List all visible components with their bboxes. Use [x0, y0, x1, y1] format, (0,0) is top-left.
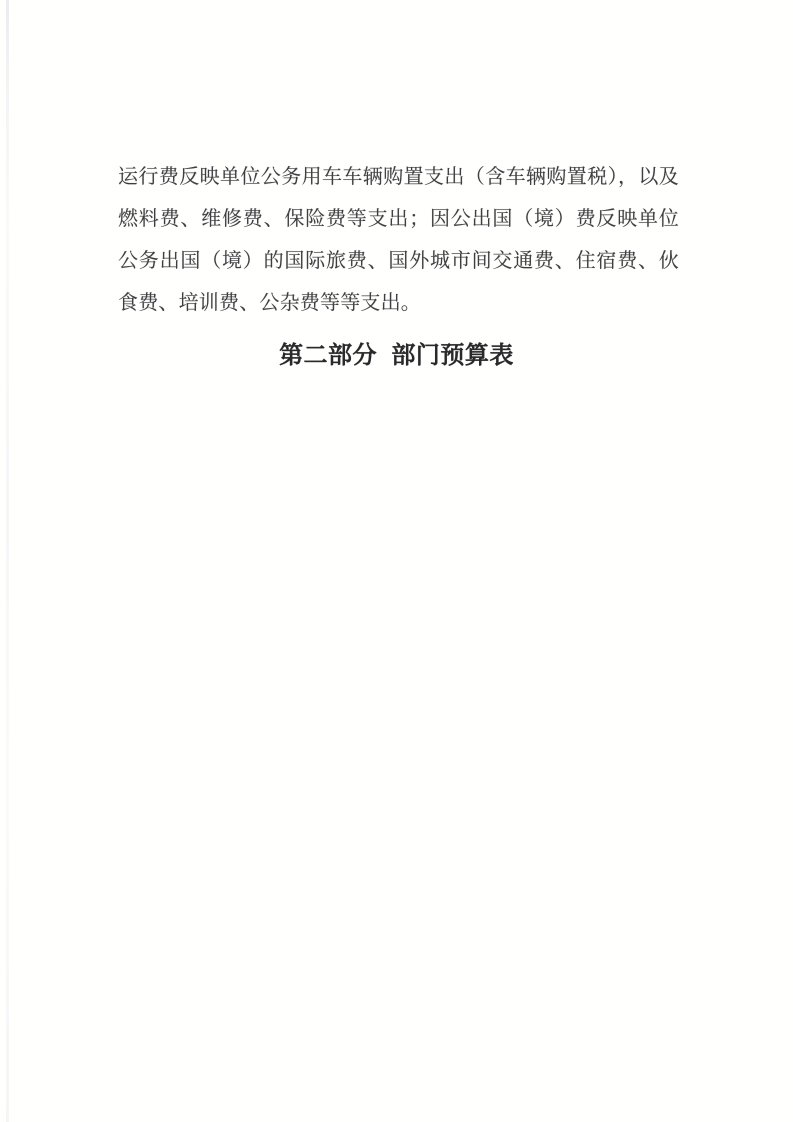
section-heading: 第二部分 部门预算表	[279, 342, 514, 369]
paragraph-line: 燃料费、维修费、保险费等支出；因公出国（境）费反映单位	[118, 208, 679, 230]
paragraph-line: 运行费反映单位公务用车车辆购置支出（含车辆购置税），以及	[118, 166, 679, 188]
paragraph-line: 公务出国（境）的国际旅费、国外城市间交通费、住宿费、伙	[118, 250, 679, 272]
body-paragraph	[118, 156, 679, 324]
scan-artifact-left-edge	[6, 0, 9, 1122]
paragraph-line: 食费、培训费、公杂费等等支出。	[118, 292, 421, 314]
